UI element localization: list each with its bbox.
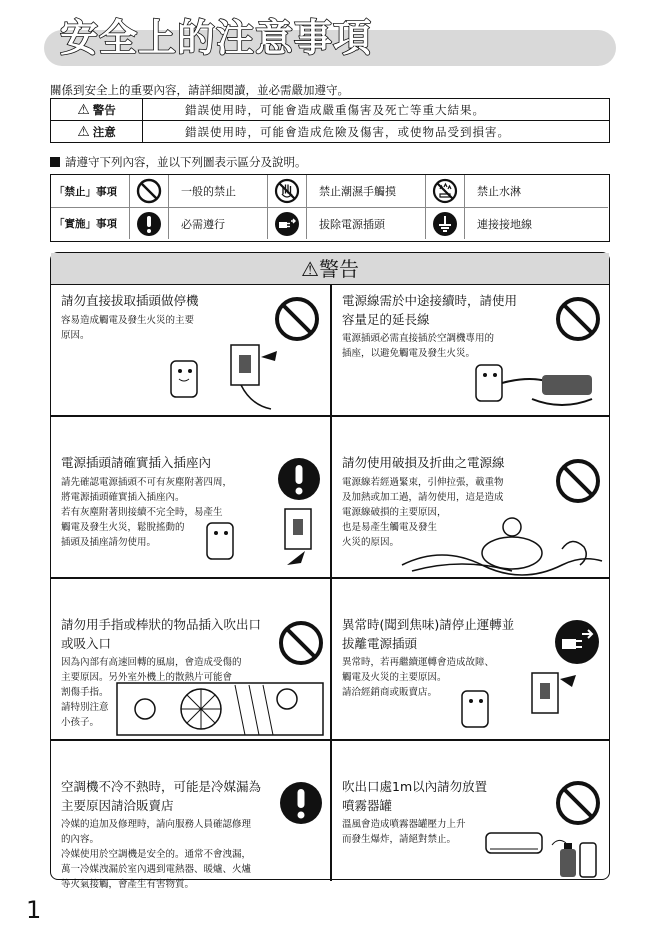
symbols-heading: 請遵守下列內容，並以下列圖表示區分及說明。 [50, 154, 307, 170]
intro-text: 關係到安全上的重要內容，請詳細閱讀，並必需嚴加遵守。 [50, 83, 349, 97]
prohibited-icon [554, 457, 602, 505]
cell-body: 電源線若經過緊束，引伸拉張，載重物 及加熱或加工過，請勿使用，這是造成 電源線破損的主要原因， 也是易產生觸電及發生 火災的原因。 [342, 477, 504, 548]
caution-label: ⚠ 注意 [51, 121, 143, 143]
plug-illustration [161, 333, 291, 413]
extension-cord-illustration [462, 349, 602, 413]
cell-body: 溫風會造成噴霧器罐壓力上升 而發生爆炸，請絕對禁止。 [342, 819, 466, 845]
cell-body: 電源插頭必需直接插於空調機專用的 插座，以避免觸電及發生火災。 [342, 333, 495, 359]
cell-title: 請勿使用破損及折曲之電源線 [342, 455, 505, 470]
prohibited-icon [554, 295, 602, 343]
warning-cell-8 [332, 771, 611, 881]
unplug-icon [267, 208, 307, 239]
page-title: 安全上的注意事項 [60, 16, 373, 60]
warning-cell-6 [332, 609, 611, 739]
warning-triangle-icon: ⚠ [77, 101, 90, 118]
mandatory-icon [129, 208, 169, 239]
cell-title: 電源插頭請確實插入插座內 [61, 455, 212, 470]
no-wet-hands-icon [267, 175, 307, 207]
row-divider [51, 739, 609, 741]
prohibited-category: 「禁止」事項 [54, 185, 117, 198]
prohibited-icon [277, 619, 325, 667]
cell-title: 吹出口處1m以內請勿放置 噴霧器罐 [342, 779, 488, 813]
no-water-icon [425, 175, 465, 207]
warning-panel-header: ⚠警告 [51, 253, 609, 285]
warning-panel [50, 252, 610, 890]
symbol-text: 一般的禁止 [181, 185, 236, 198]
warning-cell-3 [51, 447, 330, 577]
cell-title: 電源線需於中途接續時，請使用 容量足的延長線 [342, 293, 518, 327]
cell-body: 冷媒的追加及修理時，請向服務人員確認修理 的內容。 冷媒使用於空調機是安全的。通常不會洩漏， 萬一冷媒洩漏於室內遇到電熱器、暖爐、火爐 等火氣接觸，會產生有害物質。 [61, 819, 252, 890]
warning-cell-5 [51, 609, 330, 739]
row-divider [51, 577, 609, 579]
warning-triangle-icon: ⚠ [77, 123, 90, 140]
warning-label: ⚠ 警告 [51, 99, 143, 121]
damaged-cord-illustration [392, 513, 606, 575]
warning-cell-4 [332, 447, 611, 577]
warning-cell-7 [51, 771, 330, 890]
unplug-icon [554, 619, 600, 665]
cell-title: 請勿用手指或棒狀的物品插入吹出口 或吸入口 [61, 617, 262, 651]
cell-title: 異常時(聞到焦味)請停止運轉並 拔離電源插頭 [342, 617, 515, 651]
warning-cell-1 [51, 285, 330, 415]
caution-description: 錯誤使用時，可能會造成危險及傷害，或使物品受到損害。 [143, 121, 610, 143]
row-divider [51, 415, 609, 417]
symbol-text: 必需遵行 [181, 217, 225, 231]
cell-title: 空調機不冷不熱時，可能是冷媒漏為 主要原因請洽販賣店 [61, 779, 262, 813]
caution-level-row [51, 121, 610, 143]
prohibited-icon [129, 175, 169, 207]
warning-cell-2 [332, 285, 611, 415]
ground-icon [425, 208, 465, 239]
cell-title: 請勿直接拔取插頭做停機 [61, 293, 199, 308]
prohibited-icon [554, 779, 602, 827]
fan-finger-illustration [115, 669, 327, 737]
mandatory-icon [279, 781, 323, 825]
mandatory-row [51, 207, 608, 239]
symbol-text: 禁止潮濕手觸摸 [319, 185, 396, 198]
prohibited-row [51, 175, 608, 207]
square-bullet-icon [50, 157, 60, 167]
warning-triangle-icon: ⚠ [301, 257, 319, 281]
spray-can-illustration [482, 827, 604, 879]
symbol-text: 拔除電源插頭 [319, 217, 385, 231]
page-number: 1 [26, 896, 42, 924]
warning-description: 錯誤使用時，可能會造成嚴重傷害及死亡等重大結果。 [143, 99, 610, 121]
warning-level-row [51, 99, 610, 121]
cell-body: 請先確認電源插頭不可有灰塵附著四周， 將電源插頭確實插入插座內。 若有灰塵附著則接續不完全時，易產生 觸電及發生火災，鬆脫搖動的 插頭及插座請勿使用。 [61, 477, 233, 548]
symbols-legend [50, 174, 610, 242]
mandatory-category: 「實施」事項 [54, 218, 117, 230]
symbol-text: 連接接地線 [477, 217, 532, 231]
mandatory-icon [277, 457, 321, 501]
cell-body: 異常時，若再繼續運轉會造成故障、 觸電及火災的主要原因。 請洽經銷商或販賣店。 [342, 657, 495, 698]
hazard-level-table [50, 98, 610, 143]
cell-body: 容易造成觸電及發生火災的主要 原因。 [61, 315, 195, 341]
symbol-text: 禁止水淋 [477, 185, 521, 198]
cell-body: 因為內部有高速回轉的風扇，會造成受傷的 主要原因。另外室外機上的散熱片可能會 割傷手指。 請特別注意 小孩子。 [61, 657, 242, 728]
unplug-illustration [452, 667, 582, 737]
plug-insert-illustration [201, 503, 327, 575]
